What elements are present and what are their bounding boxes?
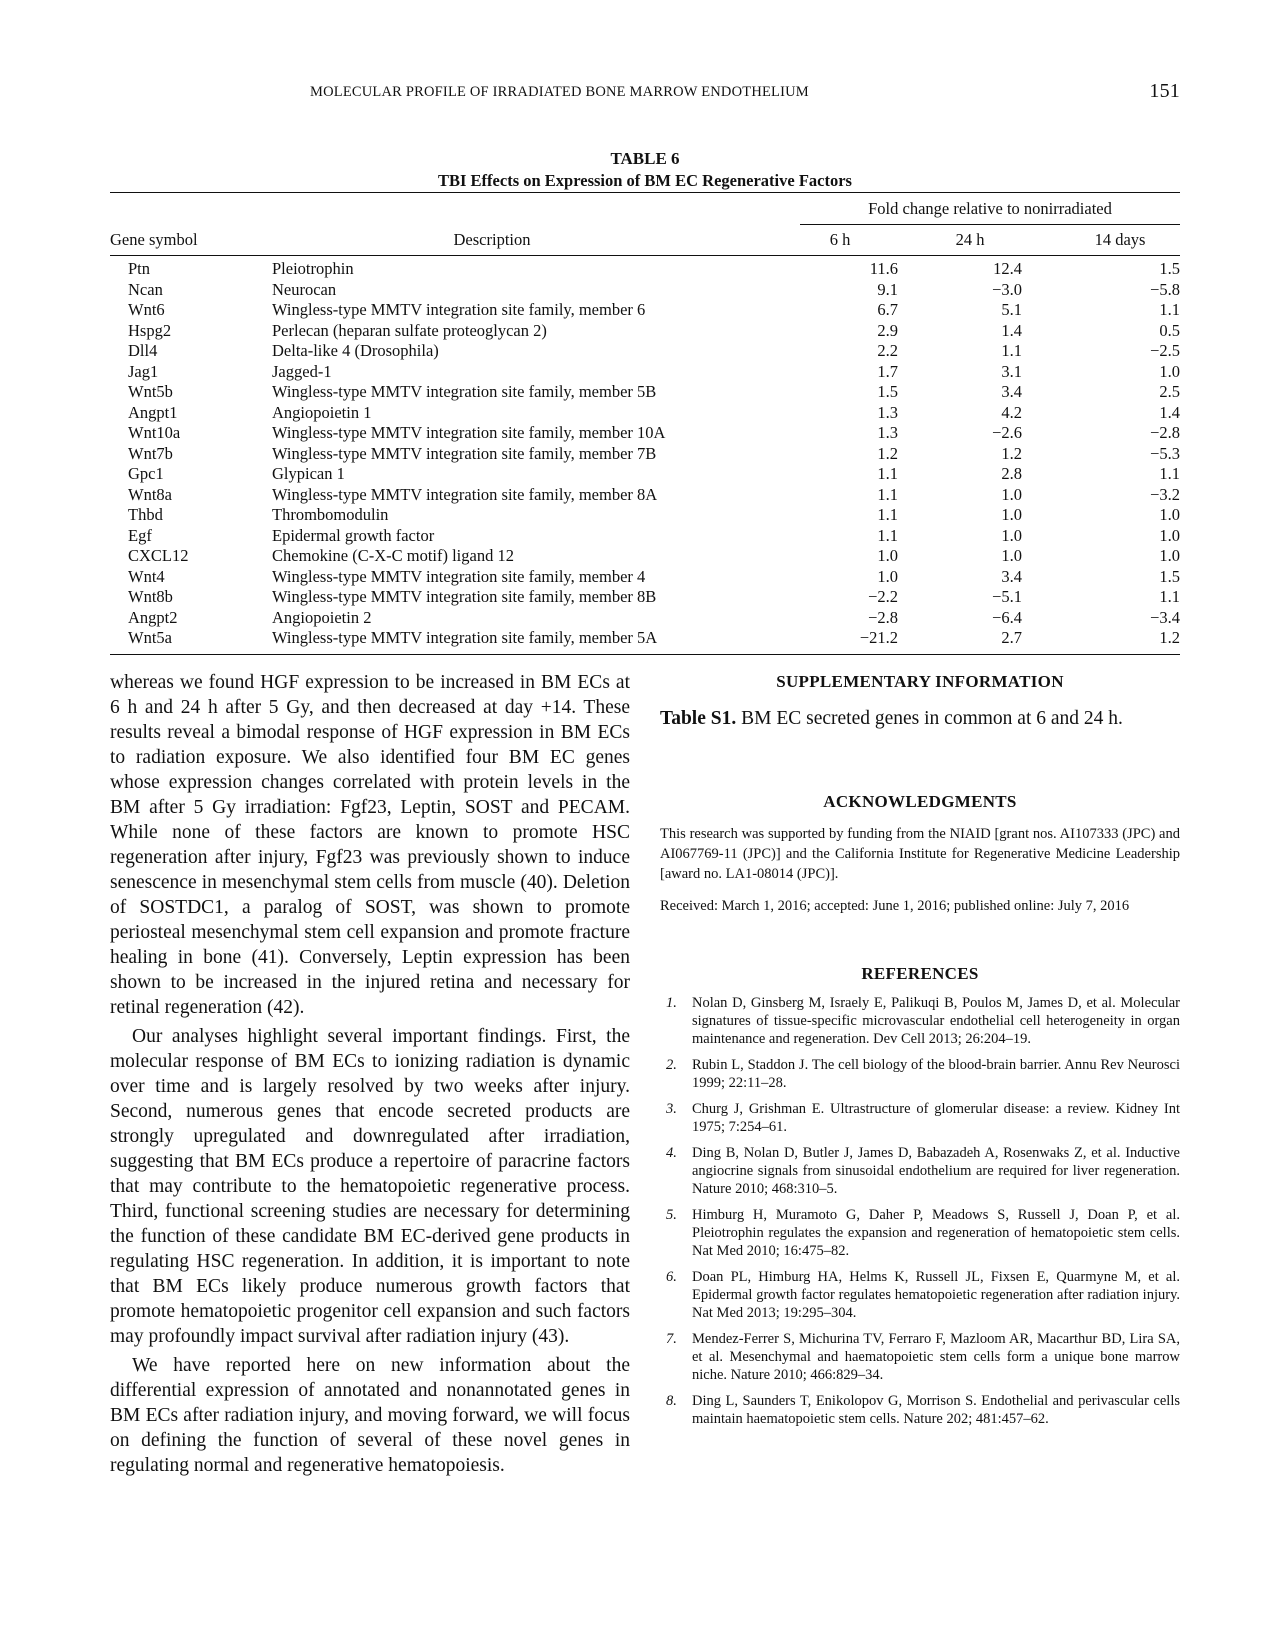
cell-6h: −2.2: [868, 587, 898, 606]
cell-gene-symbol: Wnt7b: [128, 443, 173, 463]
cell-24h: 3.4: [1001, 566, 1022, 586]
cell-description: Perlecan (heparan sulfate proteoglycan 2): [272, 320, 547, 340]
cell-description: Epidermal growth factor: [272, 525, 435, 545]
reference-number: 3.: [666, 1101, 677, 1117]
cell-6h: 1.7: [877, 361, 898, 381]
cell-6h: 2.9: [877, 320, 898, 340]
table-top-rule: [110, 192, 1180, 193]
supplementary-label: Table S1.: [660, 708, 737, 729]
reference-number: 8.: [666, 1393, 677, 1409]
cell-description: Chemokine (C-X-C motif) ligand 12: [272, 546, 514, 565]
table-header-gene: Gene symbol: [110, 230, 198, 249]
table-row: [110, 546, 1180, 567]
cell-6h: 1.1: [877, 484, 898, 504]
table-row: [110, 526, 1180, 547]
cell-gene-symbol: Hspg2: [128, 320, 172, 340]
acknowledgments-heading: ACKNOWLEDGMENTS: [823, 792, 1017, 811]
table-row: [110, 567, 1180, 588]
table-row: [110, 423, 1180, 444]
received-dates: Received: March 1, 2016; accepted: June 1, 2016; published online: July 7, 2016: [660, 898, 1130, 914]
cell-14days: −3.4: [1150, 607, 1180, 627]
table-row: [110, 403, 1180, 424]
cell-6h: 9.1: [877, 279, 898, 299]
cell-6h: 1.0: [877, 546, 898, 565]
reference-item: [660, 1056, 1180, 1092]
table-row: [110, 321, 1180, 342]
cell-description: Glypican 1: [272, 464, 345, 483]
cell-description: Wingless-type MMTV integration site family, member 8A: [272, 484, 658, 504]
reference-item: [660, 994, 1180, 1048]
table-span-header: Fold change relative to nonirradiated: [868, 199, 1112, 218]
table-caption: [110, 148, 1180, 191]
cell-14days: 1.1: [1159, 587, 1180, 606]
cell-gene-symbol: Wnt4: [128, 566, 165, 586]
cell-14days: −2.8: [1150, 423, 1180, 442]
reference-text: Ding L, Saunders T, Enikolopov G, Morrison S. Endothelial and perivascular cells maintain haematopoietic stem cells. Nature 202; 481:457–62.: [692, 1393, 1180, 1427]
table-row: [110, 485, 1180, 506]
reference-item: [660, 1268, 1180, 1322]
cell-6h: 11.6: [869, 259, 898, 278]
cell-description: Jagged-1: [272, 361, 332, 381]
reference-number: 7.: [666, 1331, 677, 1347]
table-row: [110, 628, 1180, 649]
reference-item: [660, 1206, 1180, 1260]
cell-gene-symbol: Ptn: [128, 259, 151, 278]
cell-6h: 1.1: [877, 525, 898, 545]
table-bottom-rule: [110, 654, 1180, 655]
reference-item: [660, 1392, 1180, 1428]
table-header-description: Description: [453, 230, 531, 249]
cell-14days: 1.4: [1159, 402, 1180, 422]
cell-14days: 1.2: [1159, 628, 1180, 647]
cell-gene-symbol: Wnt5b: [128, 382, 173, 401]
cell-24h: −6.4: [992, 607, 1022, 627]
reference-text: Rubin L, Staddon J. The cell biology of the blood-brain barrier. Annu Rev Neurosci 1999; 22:11–28.: [692, 1057, 1180, 1091]
cell-14days: −5.3: [1150, 443, 1180, 463]
table-number: TABLE 6: [610, 149, 680, 168]
acknowledgments-text: This research was supported by funding from the NIAID [grant nos. AI107333 (JPC) and AI067769-11 (JPC)] and the California Institute for Regenerative Medicine Leadership [award no. LA1-08014 (JPC)].: [660, 826, 1180, 882]
table-span-rule: [800, 224, 1180, 225]
cell-14days: 1.0: [1159, 525, 1180, 545]
cell-6h: 1.5: [877, 382, 898, 401]
cell-description: Neurocan: [272, 279, 337, 299]
cell-24h: 1.0: [1001, 525, 1022, 545]
cell-gene-symbol: Angpt2: [128, 607, 178, 627]
cell-6h: 1.1: [877, 464, 898, 483]
cell-gene-symbol: CXCL12: [128, 546, 189, 565]
cell-24h: 1.0: [1001, 505, 1022, 524]
table-row: [110, 300, 1180, 321]
cell-14days: −2.5: [1150, 341, 1180, 360]
cell-gene-symbol: Egf: [128, 525, 152, 545]
table-row: [110, 280, 1180, 301]
cell-14days: −5.8: [1150, 279, 1180, 299]
paragraph: Our analyses highlight several important findings. First, the molecular response of BM ECs to ionizing radiation is dynamic over time and is largely resolved by two weeks after injury. Second, numerous genes that encode secreted products are strongly upregulated and downregulated after irradiation, suggesting that BM ECs produce a repertoire of paracrine factors that may contribute to the hematopoietic regenerative process. Third, functional screening studies are necessary for determining the function of these candidate BM EC-derived gene products in regulating HSC regeneration. In addition, it is important to note that BM ECs likely produce numerous growth factors that promote hematopoietic progenitor cell expansion and such factors may profoundly impact survival after radiation injury (43).: [110, 1026, 630, 1347]
cell-24h: 12.4: [993, 259, 1022, 278]
cell-description: Wingless-type MMTV integration site family, member 7B: [272, 443, 657, 463]
cell-24h: 3.4: [1001, 382, 1022, 401]
reference-number: 5.: [666, 1207, 677, 1223]
reference-number: 2.: [666, 1057, 677, 1073]
references-heading: REFERENCES: [861, 964, 979, 983]
cell-6h: 6.7: [877, 300, 898, 319]
cell-gene-symbol: Wnt5a: [128, 628, 172, 647]
cell-14days: 1.1: [1159, 464, 1180, 483]
cell-24h: 1.0: [1001, 484, 1022, 504]
cell-24h: −3.0: [992, 279, 1022, 299]
table-title: TBI Effects on Expression of BM EC Regenerative Factors: [438, 171, 852, 190]
reference-item: [660, 1144, 1180, 1198]
cell-14days: −3.2: [1150, 484, 1180, 504]
cell-24h: 3.1: [1001, 361, 1022, 381]
cell-description: Wingless-type MMTV integration site family, member 4: [272, 566, 646, 586]
cell-description: Wingless-type MMTV integration site family, member 5B: [272, 382, 657, 401]
table-row: [110, 505, 1180, 526]
cell-gene-symbol: Dll4: [128, 341, 158, 360]
references-list: [660, 994, 1180, 1436]
cell-14days: 1.5: [1159, 566, 1180, 586]
table-body: [110, 259, 1180, 649]
cell-gene-symbol: Wnt8a: [128, 484, 172, 504]
running-head-title: MOLECULAR PROFILE OF IRRADIATED BONE MARROW ENDOTHELIUM: [310, 84, 809, 100]
cell-gene-symbol: Wnt6: [128, 300, 165, 319]
table-header-6h: 6 h: [829, 230, 851, 249]
cell-gene-symbol: Jag1: [128, 361, 159, 381]
cell-gene-symbol: Gpc1: [128, 464, 164, 483]
cell-24h: −5.1: [992, 587, 1022, 606]
cell-description: Delta-like 4 (Drosophila): [272, 341, 439, 360]
page-number: 151: [1149, 80, 1180, 102]
table-row: [110, 464, 1180, 485]
cell-description: Angiopoietin 1: [272, 402, 372, 422]
cell-14days: 1.0: [1159, 361, 1180, 381]
cell-14days: 1.1: [1159, 300, 1180, 319]
table-header-rule: [110, 255, 1180, 256]
cell-gene-symbol: Angpt1: [128, 402, 178, 422]
cell-24h: −2.6: [992, 423, 1022, 442]
table-row: [110, 587, 1180, 608]
cell-14days: 0.5: [1159, 320, 1180, 340]
supplementary-description: BM EC secreted genes in common at 6 and 24 h.: [736, 708, 1123, 729]
table-header-14days: 14 days: [1094, 230, 1146, 249]
cell-24h: 1.0: [1001, 546, 1022, 565]
cell-description: Wingless-type MMTV integration site family, member 5A: [272, 628, 658, 647]
reference-text: Churg J, Grishman E. Ultrastructure of glomerular disease: a review. Kidney Int 1975; 7:254–61.: [692, 1101, 1180, 1135]
cell-14days: 1.5: [1159, 259, 1180, 278]
cell-6h: 1.0: [877, 566, 898, 586]
cell-6h: 1.1: [877, 505, 898, 524]
reference-text: Ding B, Nolan D, Butler J, James D, Babazadeh A, Rosenwaks Z, et al. Inductive angiocrine signals from sinusoidal endothelium are required for liver regeneration. Nature 2010; 468:310–5.: [692, 1145, 1180, 1197]
cell-24h: 1.2: [1001, 443, 1022, 463]
cell-description: Wingless-type MMTV integration site family, member 6: [272, 300, 646, 319]
reference-text: Doan PL, Himburg HA, Helms K, Russell JL, Fixsen E, Quarmyne M, et al. Epidermal growth factor regulates hematopoietic regeneration after radiation injury. Nat Med 2013; 19:295–304.: [692, 1269, 1180, 1321]
table-row: [110, 362, 1180, 383]
paragraph: We have reported here on new information about the differential expression of annotated and nonannotated genes in BM ECs after radiation injury, and moving forward, we will focus on defining the function of several of these novel genes in regulating normal and regenerative hematopoiesis.: [110, 1355, 630, 1476]
cell-6h: 1.3: [877, 423, 898, 442]
table-header-24h: 24 h: [955, 230, 985, 249]
table-row: [110, 382, 1180, 403]
reference-item: [660, 1100, 1180, 1136]
cell-24h: 2.8: [1001, 464, 1022, 483]
cell-24h: 1.1: [1001, 341, 1022, 360]
paragraph: whereas we found HGF expression to be increased in BM ECs at 6 h and 24 h after 5 Gy, and then decreased at day +14. These results reveal a bimodal response of HGF expression in BM ECs to radiation exposure. We also identified four BM EC genes whose expression changes correlated with protein levels in the BM after 5 Gy irradiation: Fgf23, Leptin, SOST and PECAM. While none of these factors are known to promote HSC regeneration after injury, Fgf23 was previously shown to induce senescence in mesenchymal stem cells from muscle (40). Deletion of SOSTDC1, a paralog of SOST, was shown to promote periosteal mesenchymal stem cell expansion and promote fracture healing in bone (41). Conversely, Leptin expression has been shown to be increased in the injured retina and necessary for retinal regeneration (42).: [110, 672, 630, 1018]
cell-6h: 1.2: [877, 443, 898, 463]
cell-description: Pleiotrophin: [272, 259, 354, 278]
cell-14days: 2.5: [1159, 382, 1180, 401]
reference-text: Himburg H, Muramoto G, Daher P, Meadows S, Russell J, Doan P, et al. Pleiotrophin regulates the expansion and regeneration of hematopoietic stem cells. Nat Med 2010; 16:475–82.: [692, 1207, 1180, 1259]
cell-24h: 1.4: [1001, 320, 1022, 340]
cell-6h: −21.2: [859, 628, 898, 647]
cell-6h: 2.2: [877, 341, 898, 360]
cell-gene-symbol: Thbd: [128, 505, 163, 524]
cell-description: Thrombomodulin: [272, 505, 389, 524]
cell-14days: 1.0: [1159, 505, 1180, 524]
cell-description: Wingless-type MMTV integration site family, member 8B: [272, 587, 657, 606]
reference-text: Mendez-Ferrer S, Michurina TV, Ferraro F, Mazloom AR, Macarthur BD, Lira SA, et al. Mesenchymal and haematopoietic stem cells form a unique bone marrow niche. Nature 2010; 466:829–34.: [692, 1331, 1180, 1383]
reference-text: Nolan D, Ginsberg M, Israely E, Palikuqi B, Poulos M, James D, et al. Molecular signatures of tissue-specific microvascular endothelial cell heterogeneity in organ maintenance and regeneration. Dev Cell 2013; 26:204–19.: [692, 995, 1180, 1047]
cell-gene-symbol: Ncan: [128, 279, 163, 299]
table-row: [110, 444, 1180, 465]
body-text-left-column: [110, 670, 630, 1478]
cell-14days: 1.0: [1159, 546, 1180, 565]
cell-description: Angiopoietin 2: [272, 607, 372, 627]
cell-24h: 4.2: [1001, 402, 1022, 422]
cell-24h: 5.1: [1001, 300, 1022, 319]
reference-number: 6.: [666, 1269, 677, 1285]
reference-item: [660, 1330, 1180, 1384]
cell-6h: 1.3: [877, 402, 898, 422]
supplementary-text: [660, 706, 1180, 731]
cell-gene-symbol: Wnt8b: [128, 587, 173, 606]
cell-6h: −2.8: [868, 607, 898, 627]
reference-number: 4.: [666, 1145, 677, 1161]
table-row: [110, 608, 1180, 629]
reference-number: 1.: [666, 995, 677, 1011]
table-row: [110, 259, 1180, 280]
table-row: [110, 341, 1180, 362]
cell-description: Wingless-type MMTV integration site family, member 10A: [272, 423, 666, 442]
cell-24h: 2.7: [1001, 628, 1022, 647]
supplementary-heading: SUPPLEMENTARY INFORMATION: [776, 672, 1064, 691]
cell-gene-symbol: Wnt10a: [128, 423, 181, 442]
